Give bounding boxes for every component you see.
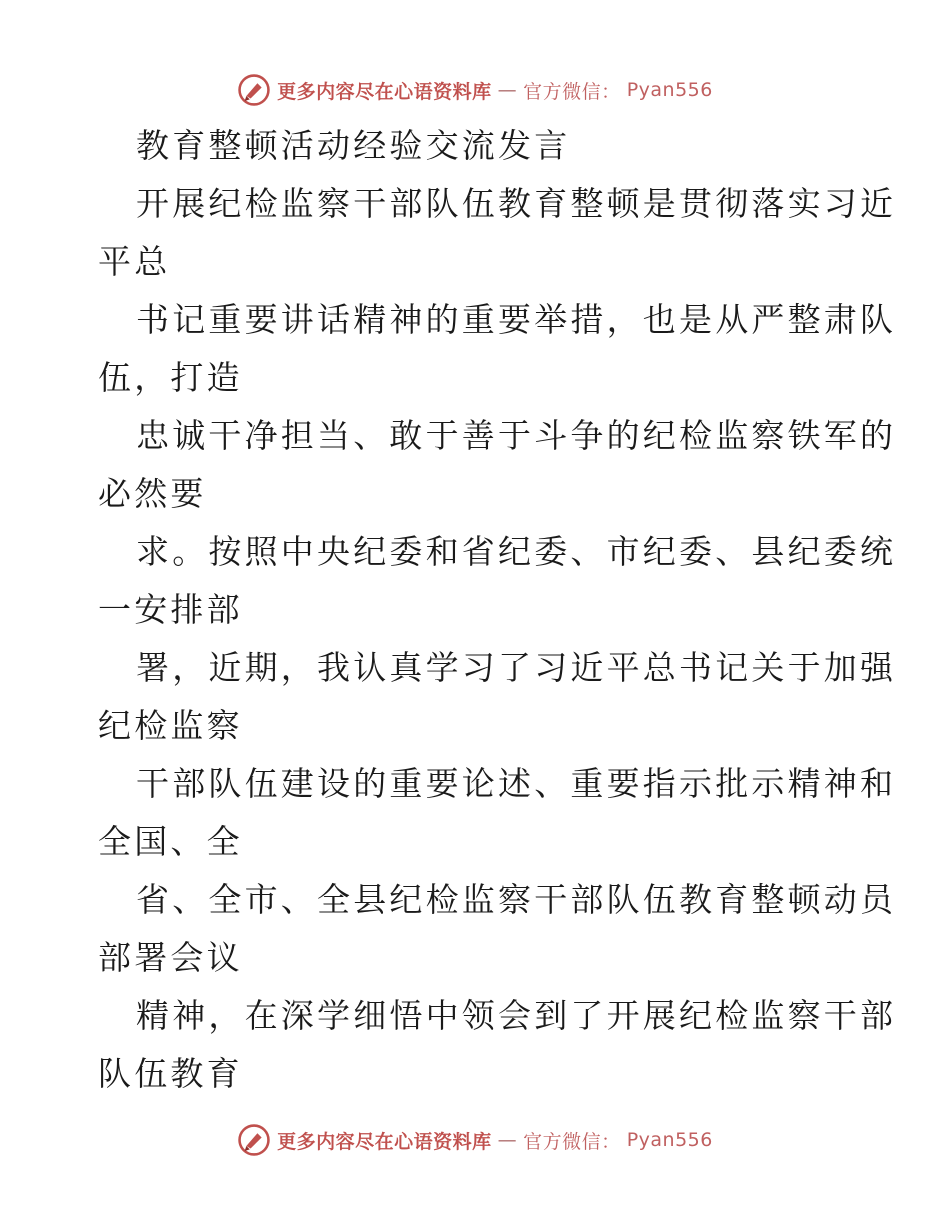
paragraph-line: 干部队伍建设的重要论述、重要指示批示精神和	[136, 764, 897, 803]
watermark-wechat-id: Pyan556	[626, 79, 713, 101]
watermark-wechat-label: 官方微信：	[523, 1130, 621, 1153]
paragraph-line: 署，近期，我认真学习了习近平总书记关于加强	[136, 648, 897, 687]
watermark-site-name: 更多内容尽在心语资料库	[277, 80, 492, 103]
paragraph-line: 书记重要讲话精神的重要举措，也是从严整肃队	[136, 300, 897, 339]
paragraph-line: 求。按照中央纪委和省纪委、市纪委、县纪委统	[136, 532, 897, 571]
paragraph-line: 伍，打造	[98, 358, 243, 397]
watermark-header	[0, 70, 950, 110]
paragraph-line: 全国、全	[98, 822, 243, 861]
watermark-wechat-id: Pyan556	[626, 1129, 713, 1151]
paragraph-line: 平总	[98, 242, 171, 281]
watermark-separator: —	[497, 1129, 518, 1151]
watermark-site-name: 更多内容尽在心语资料库	[277, 1130, 492, 1153]
paragraph-line: 一安排部	[98, 590, 243, 629]
document-title: 教育整顿活动经验交流发言	[136, 126, 571, 165]
paragraph-line: 开展纪检监察干部队伍教育整顿是贯彻落实习近	[136, 184, 897, 223]
watermark-separator: —	[497, 79, 518, 101]
paragraph-line: 精神，在深学细悟中领会到了开展纪检监察干部	[136, 996, 897, 1035]
paragraph-line: 队伍教育	[98, 1054, 243, 1093]
watermark-footer	[0, 1120, 950, 1160]
paragraph-line: 部署会议	[98, 938, 243, 977]
pen-logo-icon	[237, 1123, 271, 1157]
paragraph-line: 必然要	[98, 474, 207, 513]
paragraph-line: 忠诚干净担当、敢于善于斗争的纪检监察铁军的	[136, 416, 897, 455]
paragraph-line: 省、全市、全县纪检监察干部队伍教育整顿动员	[136, 880, 897, 919]
paragraph-line: 纪检监察	[98, 706, 243, 745]
pen-logo-icon	[237, 73, 271, 107]
watermark-wechat-label: 官方微信：	[523, 80, 621, 103]
